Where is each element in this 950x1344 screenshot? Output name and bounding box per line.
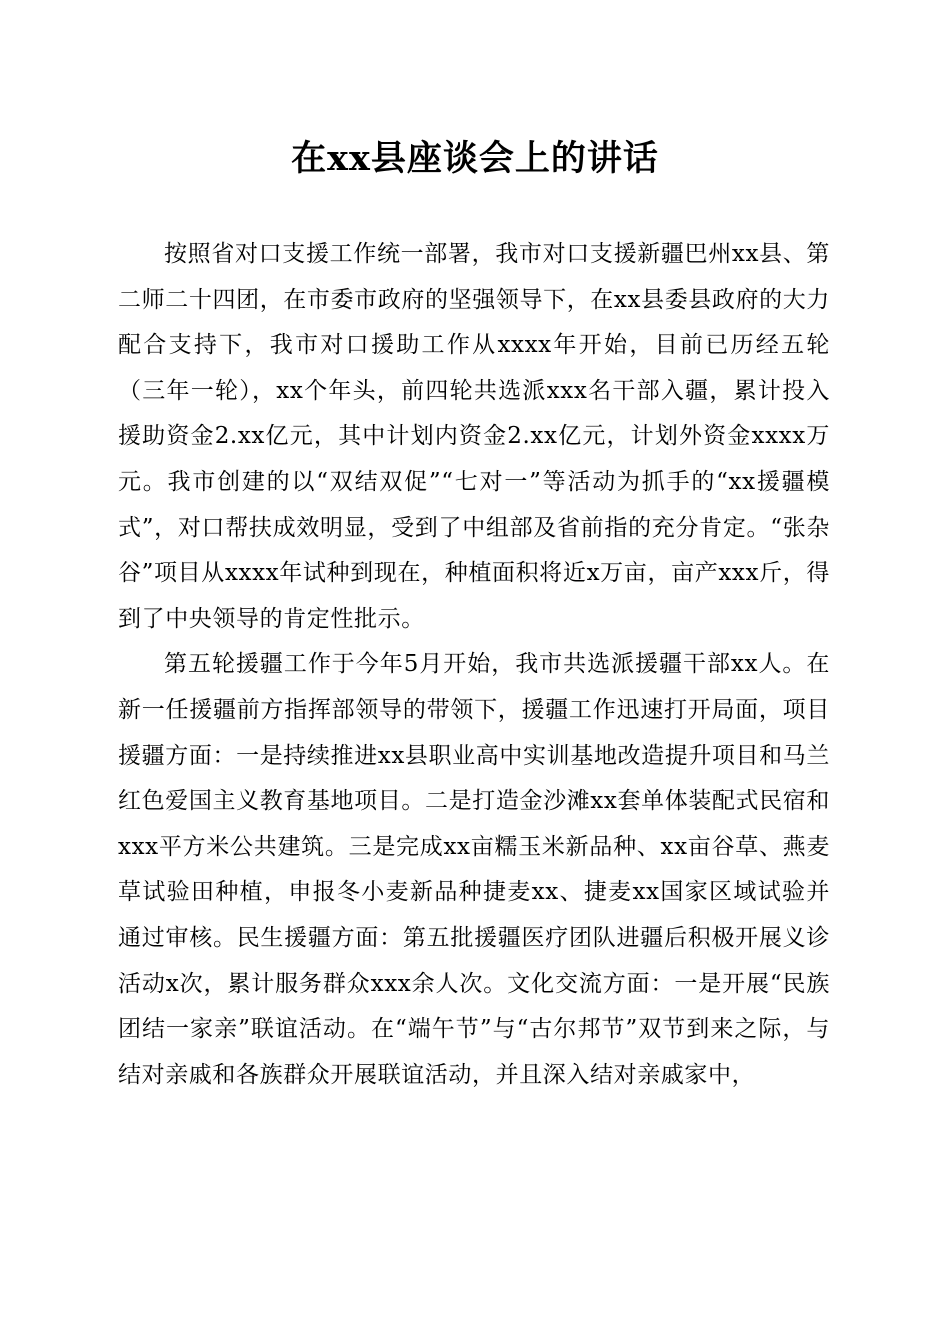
- document-title: 在xx县座谈会上的讲话: [291, 138, 659, 179]
- document-body: [118, 232, 830, 1098]
- paragraph-2: 第五轮援疆工作于今年5月开始，我市共选派援疆干部xx人。在新一任援疆前方指挥部领导的带领下，援疆工作迅速打开局面，项目援疆方面：一是持续推进xx县职业高中实训基地改造提升项目和马兰红色爱国主义教育基地项目。二是打造金沙滩xx套单体装配式民宿和xxx平方米公共建筑。三是完成xx亩糯玉米新品种、xx亩谷草、燕麦草试验田种植，申报冬小麦新品种捷麦xx、捷麦xx国家区域试验并通过审核。民生援疆方面：第五批援疆医疗团队进疆后积极开展义诊活动x次，累计服务群众xxx余人次。文化交流方面：一是开展“民族团结一家亲”联谊活动。在“端午节”与“古尔邦节”双节到来之际，与结对亲戚和各族群众开展联谊活动，并且深入结对亲戚家中，: [118, 651, 830, 1088]
- paragraph-1: 按照省对口支援工作统一部署，我市对口支援新疆巴州xx县、第二师二十四团，在市委市政府的坚强领导下，在xx县委县政府的大力配合支持下，我市对口援助工作从xxxx年开始，目前已历经五轮（三年一轮），xx个年头，前四轮共选派xxx名干部入疆，累计投入援助资金2.xx亿元，其中计划内资金2.xx亿元，计划外资金xxxx万元。我市创建的以“双结双促”“七对一”等活动为抓手的“xx援疆模式”，对口帮扶成效明显，受到了中组部及省前指的充分肯定。“张杂谷”项目从xxxx年试种到现在，种植面积将近x万亩，亩产xxx斤，得到了中央领导的肯定性批示。: [118, 241, 830, 632]
